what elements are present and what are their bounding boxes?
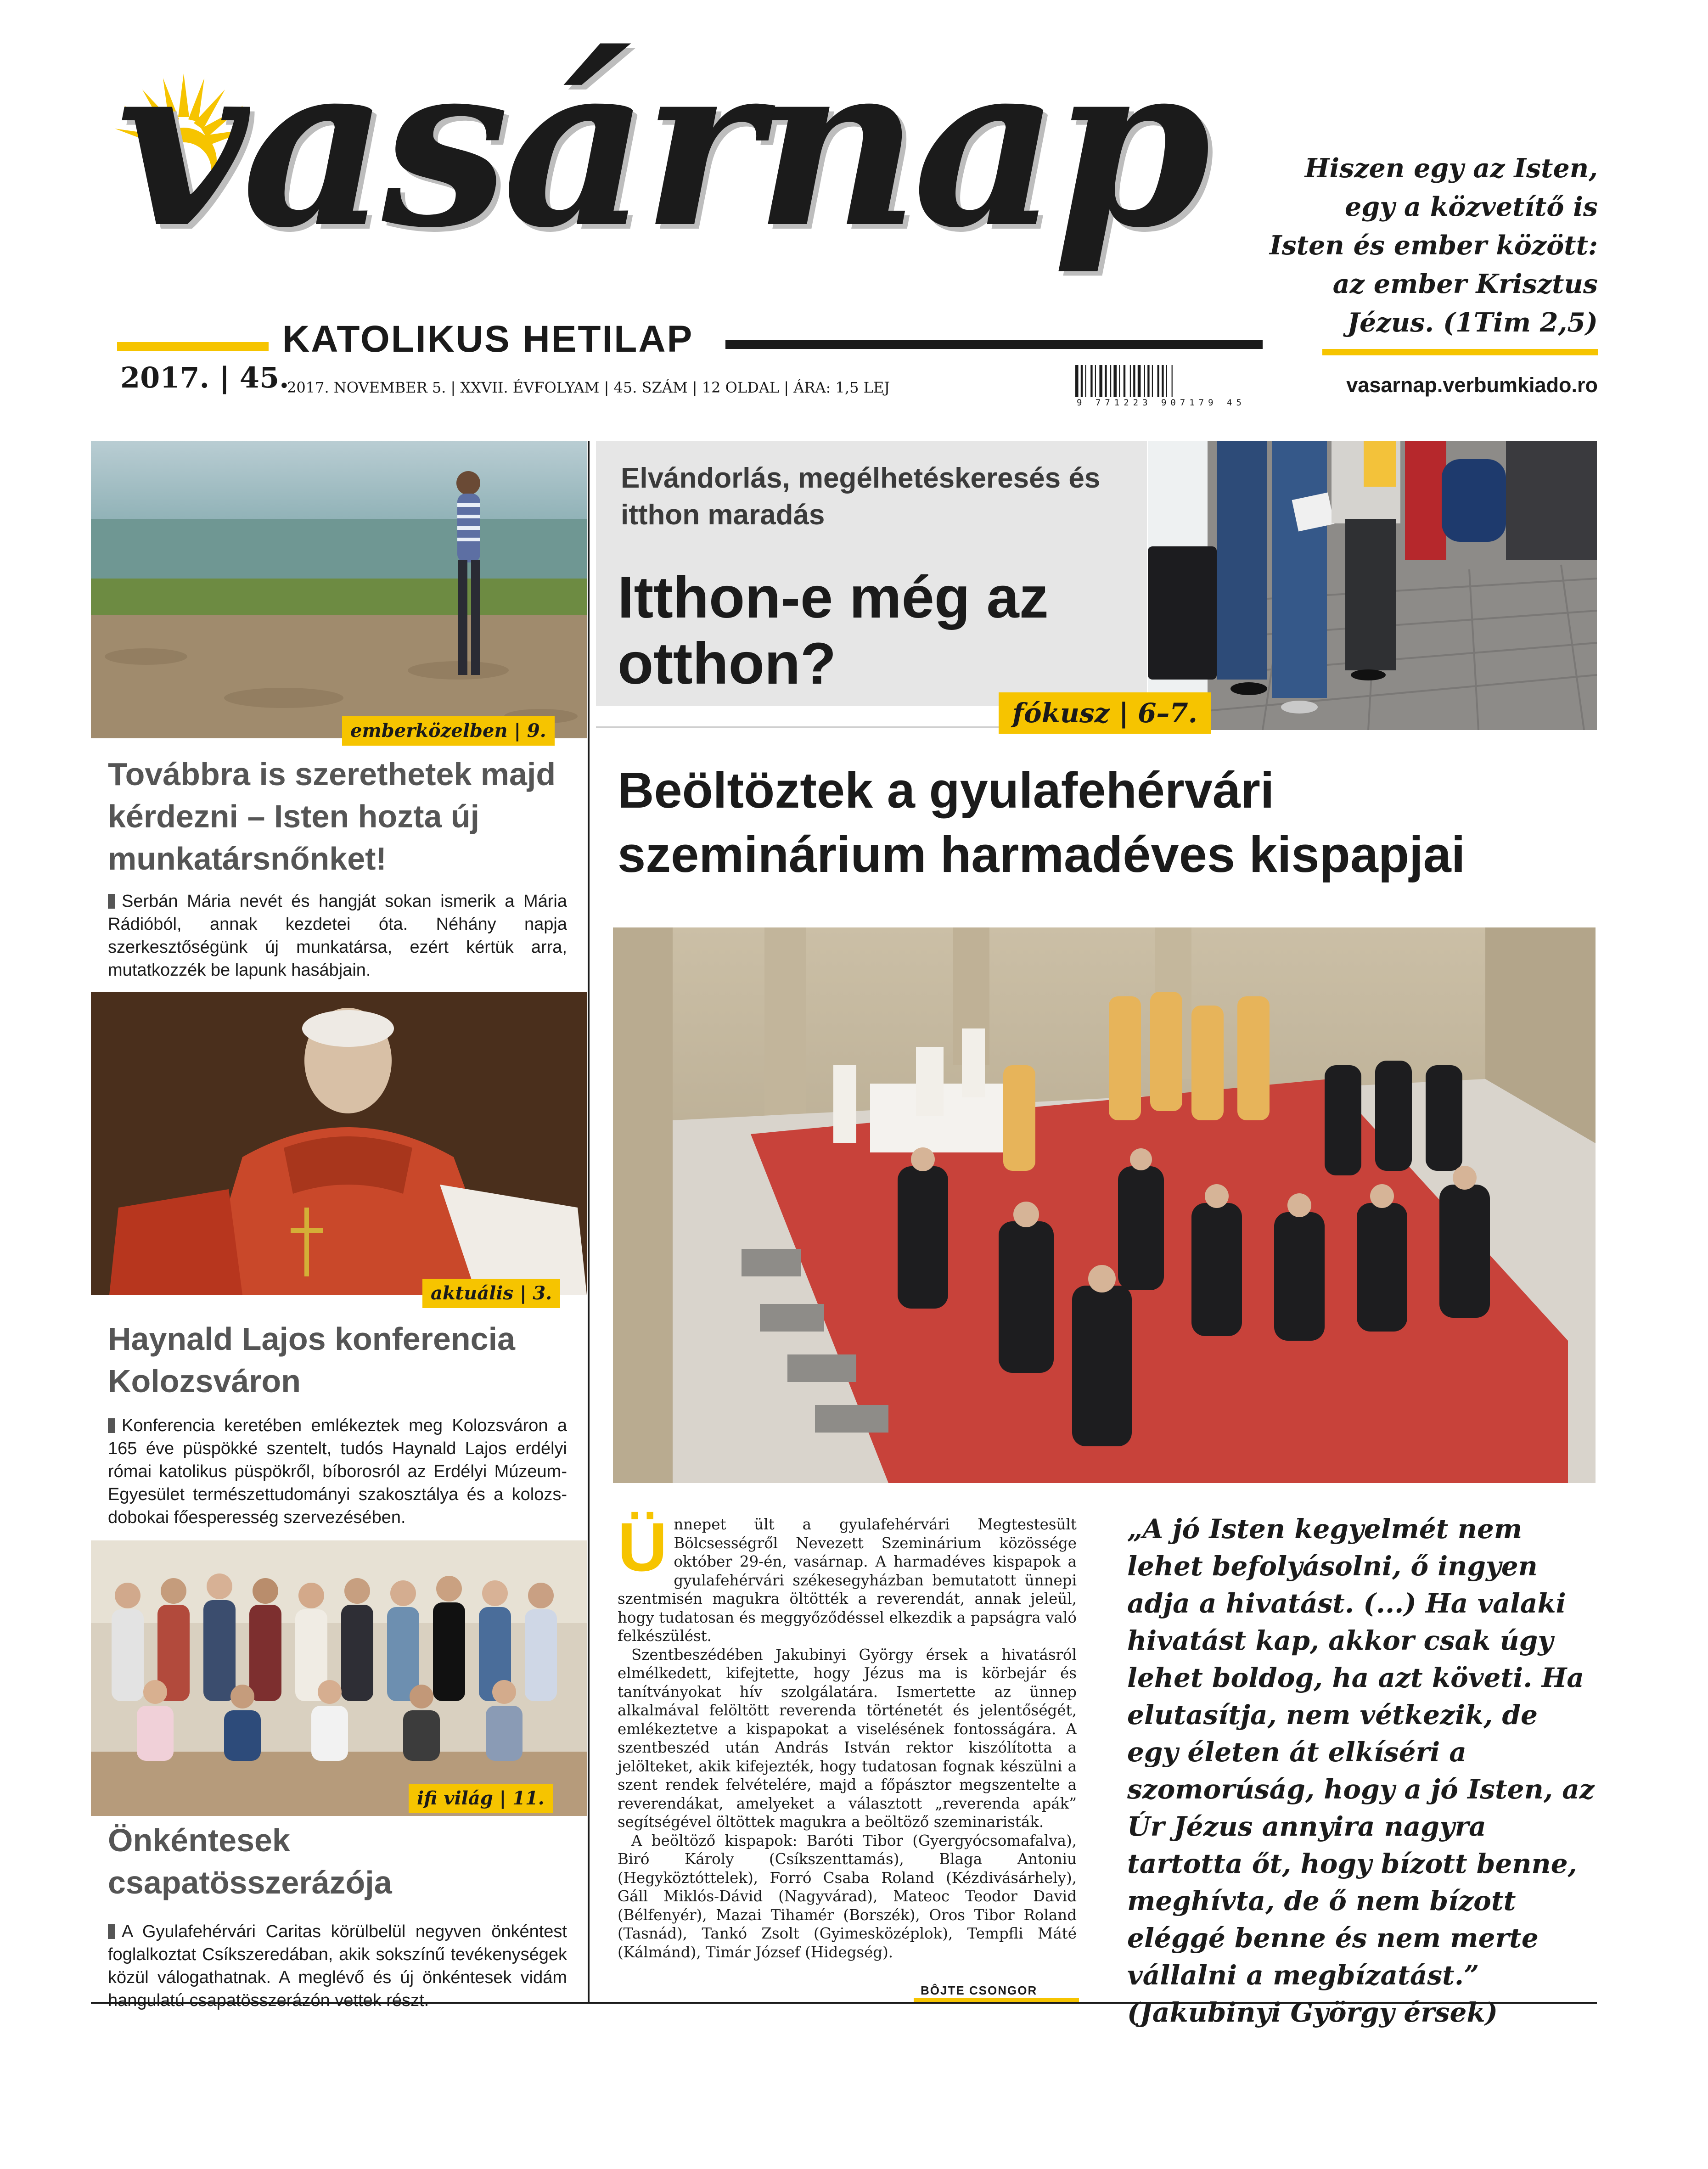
newspaper-subtitle: KATOLIKUS HETILAP xyxy=(282,318,694,360)
article-paragraph-2: Szentbeszédében Jakubinyi György érsek a hivatásról elmélkedett, kifejtette, hogy Jézus ma is körbejár és tanítványokat hív szolgálatára. Ismertette az ünnep alkalmával felöltött reverenda történetét és jelentőségét, emlékeztetve a kispapokat a viselésének fontosságára. A szentbeszéd után András István rektor kiszólította a jelölteket, akik kifejezték, hogy tudatosan fognak készülni a szent rendek felvételére, majd a főpásztor megszentelte a reverendákat, amelyeket a választott „reverenda apák” segítségével öltöttek magukra a beöltöző szeminaristák. xyxy=(618,1646,1077,1831)
side-body-3-text: A Gyulafehérvári Caritas körülbelül negyven önkéntest foglalkoztat Csíkszeredában, akik sokszínű tevékenységek közül válogathatnak. A meglévő és új önkéntesek vidám hangulatú csapatösszerázón vettek részt. xyxy=(108,1922,567,2010)
bullet-marker xyxy=(108,894,115,909)
section-tag-aktualis[interactable]: aktuális | 3. xyxy=(422,1279,560,1308)
quote-accent-rule xyxy=(1322,349,1598,355)
pull-quote: „A jó Isten kegyelmét nem lehet befolyásolni, ő ingyen adja a hivatást. (...) Ha valaki hivatást kap, akkor csak úgy lehet boldog, ha azt követi. Ha elutasítja, nem vétkezik, de egy életen át elkíséri a szomorúság, hogy a jó Isten, az Úr Jézus annyira nagyra tartotta őt, hogy bízott benne, meghívta, de ő nem bízott eléggé benne és nem merte vállalni a megbízatást.” (Jakubinyi György érsek) xyxy=(1127,1513,1595,2028)
newspaper-logo: vasárnap xyxy=(117,12,1205,278)
author-accent-rule xyxy=(914,1998,1079,2002)
volunteers-group-photo xyxy=(91,1540,587,1816)
masthead-accent-rule xyxy=(117,342,269,351)
main-headline[interactable] xyxy=(618,759,1605,887)
section-tag-emberkozelben[interactable]: emberközelben | 9. xyxy=(342,716,555,746)
main-headline-line-2: szeminárium harmadéves kispapjai xyxy=(618,826,1466,883)
side-body-1 xyxy=(108,890,567,982)
website-link[interactable]: vasarnap.verbumkiado.ro xyxy=(1346,373,1598,397)
lakeside-portrait-photo xyxy=(91,441,587,738)
haynald-portrait-painting xyxy=(91,992,587,1295)
side-body-3 xyxy=(108,1920,567,2012)
cathedral-ceremony-photo xyxy=(613,927,1596,1483)
lead-title[interactable]: Itthon-e még az otthon? xyxy=(618,565,1049,697)
barcode-number: 9 771223 907179 45 xyxy=(1077,398,1246,408)
year-issue: 2017. | 45. xyxy=(120,361,289,394)
section-tag-ifi-vilag[interactable]: ifi világ | 11. xyxy=(409,1784,553,1813)
side-body-2-text: Konferencia keretében emlékeztek meg Kolozsváron a 165 éve püspökké szentelt, tudós Haynald Lajos erdélyi római katolikus püspökről, bíborosról az Erdélyi Múzeum-Egyesület természettudományi szakosztálya és a kolozs-dobokai főesperesség szervezésében. xyxy=(108,1416,567,1527)
masthead-bible-quote: Hiszen egy az Isten, egy a közvetítő is Isten és ember között: az ember Krisztus Jézus. (1Tim 2,5) xyxy=(1269,153,1598,338)
side-body-1-text: Serbán Mária nevét és hangját sokan ismerik a Mária Rádióból, annak kezdetei óta. Néhány napja szerkesztőségünk új munkatársa, ezért kértük arra, mutatkozzék be lapunk hasábjain. xyxy=(108,892,567,980)
main-article-body xyxy=(618,1508,1077,1961)
column-divider xyxy=(588,441,590,2002)
section-tag-fokusz[interactable]: fókusz | 6–7. xyxy=(999,692,1211,734)
departure-queue-photo xyxy=(1148,441,1597,730)
masthead-dark-rule xyxy=(725,340,1263,349)
bullet-marker xyxy=(108,1924,115,1939)
article-author: BÔJTE CSONGOR xyxy=(921,1984,1038,1997)
barcode-icon xyxy=(1074,365,1253,397)
side-headline-1[interactable]: Továbbra is szerethetek majd kérdezni – Isten hozta új munkatársnőnket! xyxy=(108,756,556,877)
side-body-2 xyxy=(108,1414,567,1529)
article-paragraph-1: nnepet ült a gyulafehérvári Megtestesült Bölcsességről Nevezett Szeminárium közössége október 29-én, vasárnap. A harmadéves kispapok a gyulafehérvári székesegyházban bemutatott ünnepi szentmisén magukra öltötték a reverendát, annak jeleül, hogy tudatosan és meggyőződéssel elkezdik a papságra való felkészülést. xyxy=(618,1516,1077,1645)
article-paragraph-3: A beöltöző kispapok: Baróti Tibor (Gyergyócsomafalva), Biró Károly (Csíkszenttamás), Blaga Antoniu (Hegyköztóttelek), Forró Csaba Roland (Kézdivásárhely), Gáll Miklós-Dávid (Nagyvárad), Mateoc Teodor David (Bélfenyér), Mazai Tihamér (Borszék), Oros Tibor Roland (Tasnád), Tankó Zsolt (Gyimesközéplok), Tempfli Máté (Kálmánd), Timár József (Hidegség). xyxy=(618,1832,1077,1961)
issue-info-line: 2017. NOVEMBER 5. | XXVII. ÉVFOLYAM | 45. SZÁM | 12 OLDAL | ÁRA: 1,5 LEJ xyxy=(287,379,890,396)
lead-kicker: Elvándorlás, megélhetéskeresés és itthon maradás xyxy=(621,462,1101,531)
side-headline-3[interactable]: Önkéntesek csapatösszerázója xyxy=(108,1822,392,1900)
side-headline-2[interactable]: Haynald Lajos konferencia Kolozsváron xyxy=(108,1321,515,1399)
drop-cap: Ü xyxy=(618,1508,668,1585)
bullet-marker xyxy=(108,1418,115,1433)
main-headline-line-1: Beöltöztek a gyulafehérvári xyxy=(618,762,1275,819)
